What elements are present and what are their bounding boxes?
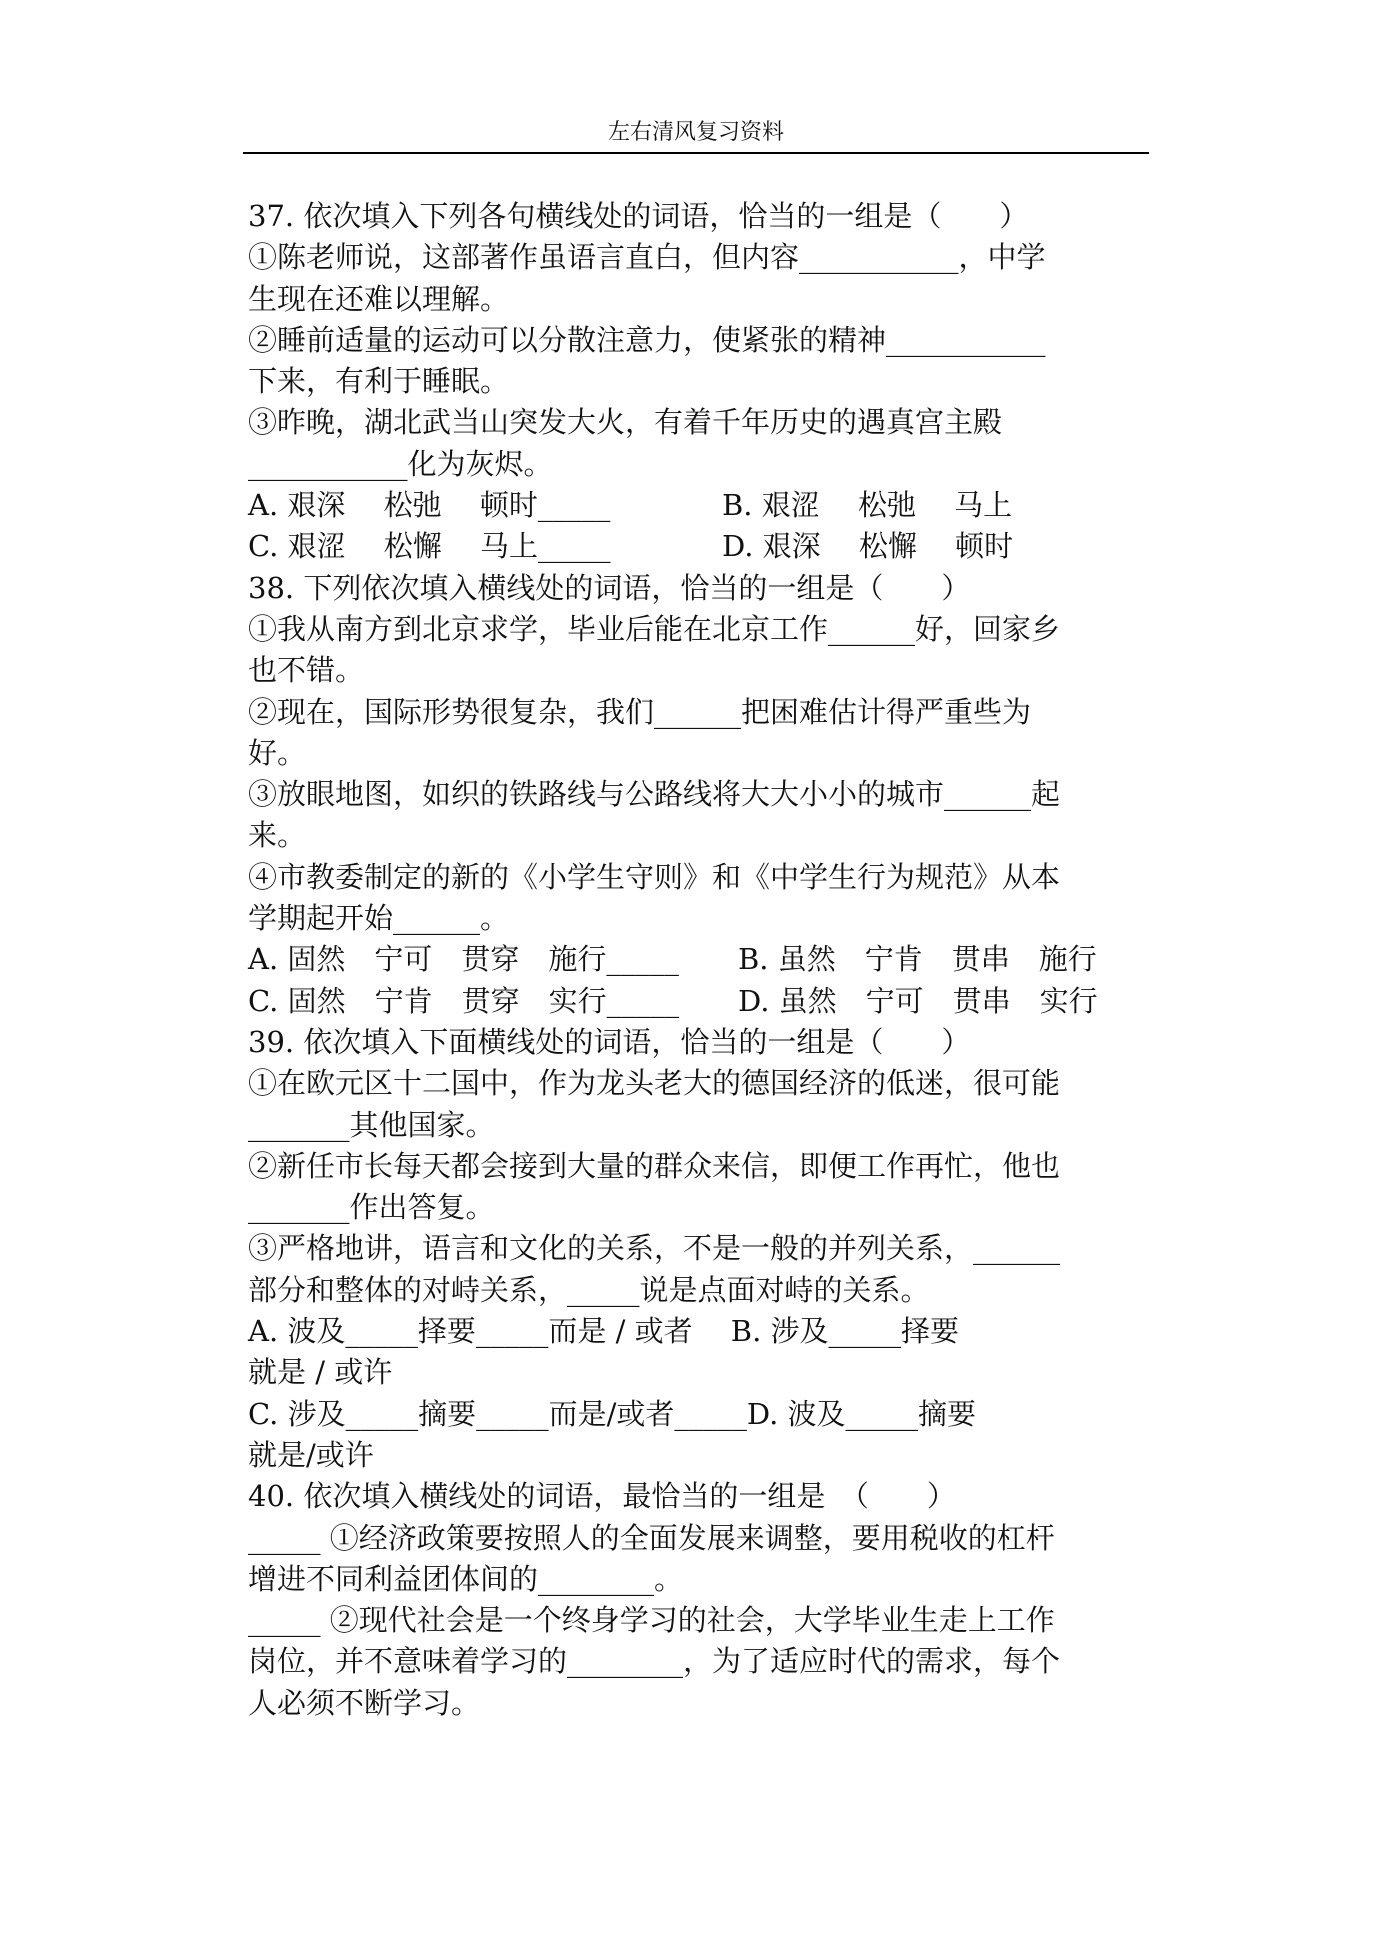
option-b: B. 艰涩 松弛 马上 — [722, 488, 1013, 523]
page-header-title: 左右清风复习资料 — [607, 120, 784, 145]
document-body — [248, 196, 1148, 1724]
question-38-stem: 38. 下列依次填入横线处的词语，恰当的一组是（ ） — [248, 570, 971, 605]
text-line: 来。 — [248, 818, 307, 853]
text-line: 岗位，并不意味着学习的________，为了适应时代的需求，每个 — [248, 1644, 1061, 1679]
header-divider — [243, 152, 1149, 154]
question-40-stem: 40. 依次填入横线处的词语，最恰当的一组是 （ ） — [248, 1479, 956, 1514]
question-37-stem: 37. 依次填入下列各句横线处的词语，恰当的一组是（ ） — [248, 199, 1029, 233]
text-line: ④市教委制定的新的《小学生守则》和《中学生行为规范》从本 — [248, 859, 1061, 894]
text-line: ③严格地讲，语言和文化的关系，不是一般的并列关系，______ — [248, 1231, 1061, 1266]
text-line: _______作出答复。 — [248, 1190, 495, 1225]
option-line: 就是 / 或许 — [248, 1355, 393, 1390]
text-line: ___________化为灰烬。 — [248, 446, 553, 481]
text-line: ①我从南方到北京求学，毕业后能在北京工作______好，回家乡 — [248, 611, 1061, 646]
option-row — [248, 485, 1148, 526]
text-line: 下来，有利于睡眠。 — [248, 364, 510, 399]
option-d: D. 艰深 松懈 顿时 — [722, 529, 1014, 564]
option-c: C. 艰涩 松懈 马上_____ — [248, 529, 611, 564]
text-line: ②现在，国际形势很复杂，我们______把困难估计得严重些为 — [248, 694, 1032, 729]
option-row — [248, 526, 1148, 567]
option-line: C. 涉及_____摘要_____而是/或者_____D. 波及_____摘要 — [248, 1396, 977, 1431]
text-line: ①陈老师说，这部著作虽语言直白，但内容___________，中学 — [248, 240, 1046, 275]
option-d: D. 虽然 宁可 贯串 实行 — [738, 983, 1098, 1018]
text-line: 增进不同利益团体间的________。 — [248, 1561, 684, 1596]
text-line: ③昨晚，湖北武当山突发大火，有着千年历史的遇真宫主殿 — [248, 405, 1003, 440]
text-line: 好。 — [248, 735, 307, 770]
option-row — [248, 939, 1148, 980]
text-line: _____ ①经济政策要按照人的全面发展来调整，要用税收的杠杆 — [248, 1520, 1055, 1555]
option-a: A. 固然 宁可 贯穿 施行_____ — [248, 942, 679, 977]
text-line: 人必须不断学习。 — [248, 1685, 481, 1720]
text-line: 部分和整体的对峙关系，_____说是点面对峙的关系。 — [248, 1272, 930, 1307]
question-39-stem: 39. 依次填入下面横线处的词语，恰当的一组是（ ） — [248, 1024, 971, 1059]
option-a: A. 艰深 松弛 顿时_____ — [248, 488, 611, 523]
text-line: 生现在还难以理解。 — [248, 281, 510, 316]
option-line: A. 波及_____择要_____而是 / 或者 B. 涉及_____择要 — [248, 1314, 960, 1349]
text-line: ③放眼地图，如织的铁路线与公路线将大大小小的城市______起 — [248, 777, 1061, 812]
text-line: ①在欧元区十二国中，作为龙头老大的德国经济的低迷，很可能 — [248, 1066, 1061, 1101]
text-line: ②睡前适量的运动可以分散注意力，使紧张的精神___________ — [248, 322, 1046, 357]
text-line: _____ ②现代社会是一个终身学习的社会，大学毕业生走上工作 — [248, 1603, 1055, 1638]
text-line: ②新任市长每天都会接到大量的群众来信，即便工作再忙，他也 — [248, 1148, 1061, 1183]
option-b: B. 虽然 宁肯 贯串 施行 — [738, 942, 1097, 977]
option-row — [248, 981, 1148, 1022]
text-line: _______其他国家。 — [248, 1107, 495, 1142]
option-c: C. 固然 宁肯 贯穿 实行_____ — [248, 983, 680, 1018]
text-line: 也不错。 — [248, 653, 365, 688]
option-line: 就是/或许 — [248, 1437, 374, 1472]
text-line: 学期起开始______。 — [248, 901, 510, 936]
